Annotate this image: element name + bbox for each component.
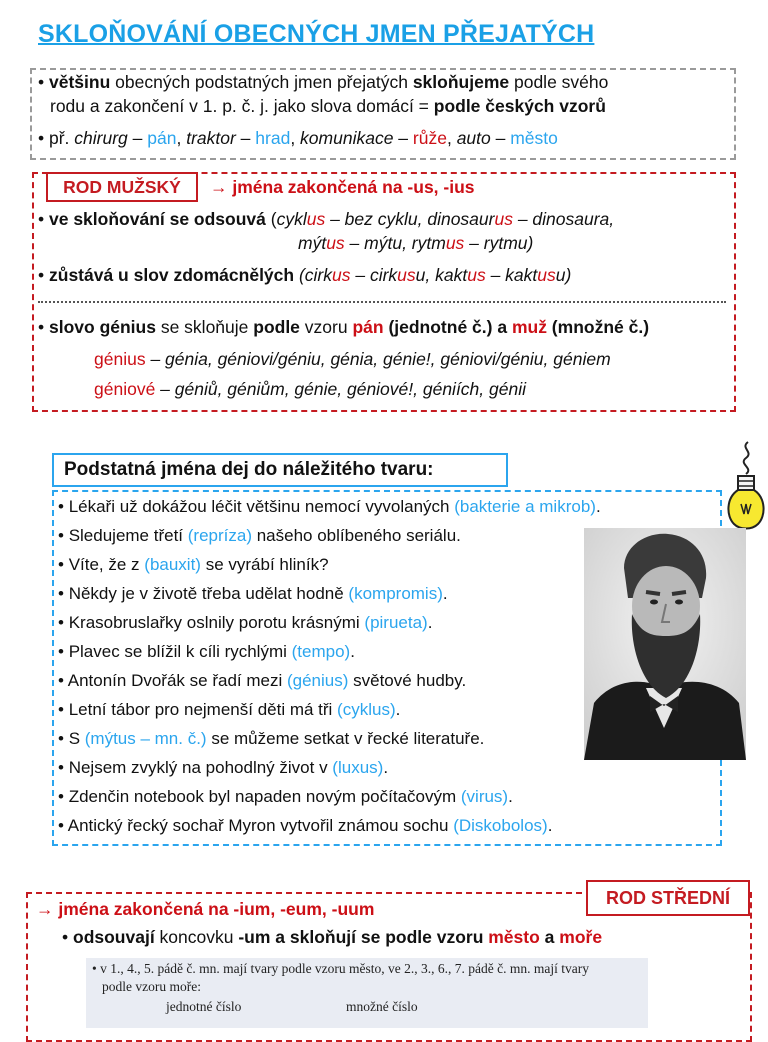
- portrait-photo: [584, 528, 746, 760]
- exercise-item: • Sledujeme třetí (repríza) našeho oblíbeného seriálu.: [58, 526, 461, 545]
- exercise-item: • Plavec se blížil k cíli rychlými (tempo).: [58, 642, 355, 661]
- lightbulb-icon: [724, 440, 768, 532]
- exercise-item: • Někdy je v životě třeba udělat hodně (kompromis).: [58, 584, 448, 603]
- exercise-item: • S (mýtus – mn. č.) se můžeme setkat v řecké literatuře.: [58, 729, 485, 748]
- section-divider: [38, 301, 726, 303]
- exercise-item: • Lékaři už dokážou léčit většinu nemocí vyvolaných (bakterie a mikrob).: [58, 497, 601, 516]
- masculine-label: ROD MUŽSKÝ: [46, 172, 198, 202]
- masc-rule-genius: • slovo génius se skloňuje podle vzoru pán (jednotné č.) a muž (množné č.): [38, 317, 650, 337]
- neuter-label: ROD STŘEDNÍ: [586, 880, 750, 916]
- exercise-title: Podstatná jména dej do náležitého tvaru:: [52, 453, 508, 487]
- masc-rule-2: • zůstává u slov zdomácnělých (cirkus – cirkusu, kaktus – kaktusu): [38, 265, 572, 285]
- intro-line-2: rodu a zakončení v 1. p. č. j. jako slova domácí = podle českých vzorů: [50, 96, 606, 116]
- page-title: SKLOŇOVÁNÍ OBECNÝCH JMEN PŘEJATÝCH: [38, 20, 595, 48]
- intro-examples: • př. chirurg – pán, traktor – hrad, komunikace – růže, auto – město: [38, 128, 558, 148]
- exercise-item: • Zdenčin notebook byl napaden novým počítačovým (virus).: [58, 787, 513, 806]
- masc-rule-1: • ve skloňování se odsouvá (cyklus – bez cyklu, dinosaurus – dinosaura,: [38, 209, 615, 229]
- genius-singular: génius – génia, géniovi/géniu, génia, génie!, géniovi/géniu, géniem: [94, 349, 611, 369]
- genius-plural: géniové – géniů, géniům, génie, géniové!, géniích, génii: [94, 379, 526, 399]
- declension-table-scan: • v 1., 4., 5. pádě č. mn. mají tvary podle vzoru město, ve 2., 3., 6., 7. pádě č. mn. mají tvary podle vzoru moře: jednotné číslo množné číslo: [86, 958, 648, 1028]
- exercise-item: • Letní tábor pro nejmenší děti má tři (cyklus).: [58, 700, 401, 719]
- neuter-heading: → jména zakončená na -ium, -eum, -uum: [36, 899, 375, 919]
- masc-rule-1-cont: mýtus – mýtu, rytmus – rytmu): [298, 233, 534, 253]
- intro-line-1: • většinu obecných podstatných jmen přejatých skloňujeme podle svého: [38, 72, 609, 92]
- exercise-item: • Antonín Dvořák se řadí mezi (génius) světové hudby.: [58, 671, 467, 690]
- neuter-rule: • odsouvají koncovku -um a skloňují se podle vzoru město a moře: [62, 927, 603, 947]
- exercise-item: • Nejsem zvyklý na pohodlný život v (luxus).: [58, 758, 389, 777]
- exercise-item: • Antický řecký sochař Myron vytvořil známou sochu (Diskobolos).: [58, 816, 553, 835]
- exercise-item: • Víte, že z (bauxit) se vyrábí hliník?: [58, 555, 329, 574]
- masculine-heading: → jména zakončená na -us, -ius: [210, 177, 475, 197]
- exercise-item: • Krasobruslařky oslnily porotu krásnými (pirueta).: [58, 613, 433, 632]
